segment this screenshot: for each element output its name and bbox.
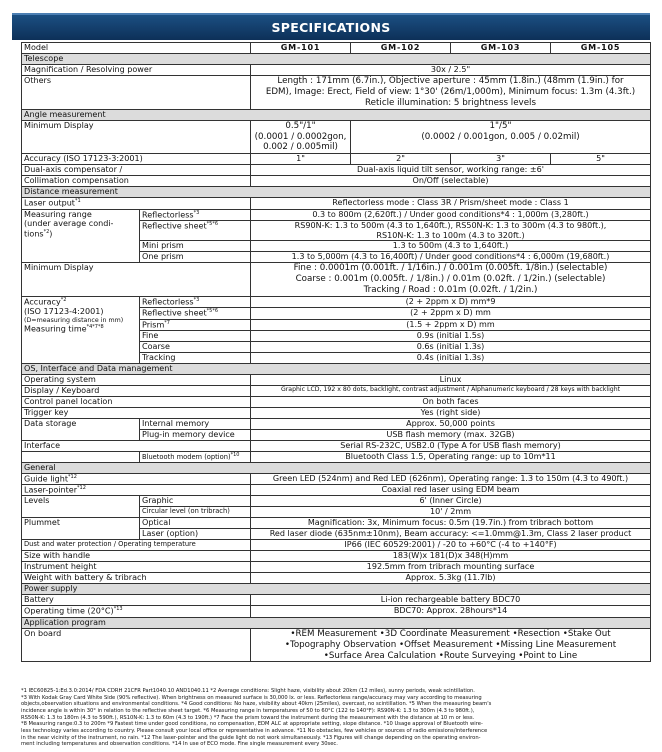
row-distance-min-display: Minimum Display Fine : 0.0001m (0.001ft. / 1/16in.) / 0.001m (0.005ft. 1/8in.) (selectable) Coarse : 0.001m (0.005ft. / 1/8in.) / 0.01m (0.02ft. / 1/2in.) (selectable) Tracking / Road : 0.01m (0.02ft. / 1/2in.): [22, 263, 651, 297]
row-accuracy-sheet: Reflective sheet$^{*5*6}$ (2 + 2ppm x D) mm: [22, 308, 651, 319]
row-plugin-memory: Plug-in memory device USB flash memory (max. 32GB): [22, 429, 651, 440]
row-battery: Battery Li-ion rechargeable battery BDC70: [22, 595, 651, 606]
row-range-mini-prism: Mini prism 1.3 to 500m (4.3 to 1,640ft.): [22, 241, 651, 252]
section-telescope: Telescope: [22, 54, 651, 65]
row-operating-time: Operating time $(20^\circ C)^{*13}$ BDC70: Approx. 28hours*14: [22, 606, 651, 617]
row-dual-axis: Dual-axis compensator / Dual-axis liquid tilt sensor, working range: ±6': [22, 165, 651, 176]
row-control-panel: Control panel location On both faces: [22, 396, 651, 407]
accuracy-time-label: Accuracy$^{*2}$ (ISO 17123-4:2001) (D=measuring distance in mm) Measuring time$^{*4*7*8}$: [22, 296, 140, 363]
section-os-interface: OS, Interface and Data management: [22, 363, 651, 374]
row-accuracy-prism: Prism$^{*7}$ (1.5 + 2ppm x D) mm: [22, 319, 651, 330]
row-trigger-key: Trigger key Yes (right side): [22, 407, 651, 418]
row-internal-memory: Data storage Internal memory Approx. 50,000 points: [22, 418, 651, 429]
row-time-tracking: Tracking 0.4s (initial 1.3s): [22, 352, 651, 363]
row-others: Others Length : 171mm (6.7in.), Objective aperture : 45mm (1.8in.) (48mm (1.9in.) for EDM), Image: Erect, Field of view: 1°30' (26m/1,000m), Minimum focus: 1.3m (4.3ft.) Reticle illumination: 5 brightness levels: [22, 76, 651, 110]
row-weight: Weight with battery & tribrach Approx. 5.3kg (11.7lb): [22, 573, 651, 584]
spec-title-banner: [12, 13, 650, 40]
row-plummet-laser: Laser (option) Red laser diode (635nm±10nm), Beam accuracy: <=1.0mm@1.3m, Class 2 laser product: [22, 529, 651, 540]
row-guide-light: Guide light$^{*12}$ Green LED (524nm) and Red LED (626nm), Operating range: 1.3 to 150m (4.3 to 490ft.): [22, 473, 651, 484]
section-distance-measurement: Distance measurement: [22, 187, 651, 198]
spec-title: SPECIFICATIONS: [271, 20, 391, 35]
section-power-supply: Power supply: [22, 584, 651, 595]
section-application-program: Application program: [22, 617, 651, 628]
row-laser-output: Laser output$^{*1}$ Reflectorless mode : Class 3R / Prism/sheet mode : Class 1: [22, 198, 651, 209]
section-general: General: [22, 462, 651, 473]
row-on-board: On board •REM Measurement •3D Coordinate Measurement •Resection •Stake Out •Topography Observation •Offset Measurement •Missing Line Measurement •Surface Area Calculation •Route Surveying •Point to Line: [22, 628, 651, 662]
row-plummet-optical: Plummet Optical Magnification: 3x, Minimum focus: 0.5m (19.7in.) from tribrach bottom: [22, 518, 651, 529]
row-display-keyboard: Display / Keyboard Graphic LCD, 192 x 80 dots, backlight, contrast adjustment / Alphanumeric keyboard / 28 keys with backlight: [22, 385, 651, 396]
row-operating-system: Operating system Linux: [22, 374, 651, 385]
model-gm-101: GM-101: [251, 43, 351, 54]
model-gm-102: GM-102: [351, 43, 451, 54]
row-range-one-prism: One prism 1.3 to 5,000m (4.3 to 16,400ft) / Under good conditions*4 : 6,000m (19,680ft.): [22, 252, 651, 263]
row-range-reflectorless: Measuring range (under average condi- tions$^{*2}$) Reflectorless$^{*3}$ 0.3 to 800m (2,620ft.) / Under good conditions*4 : 1,000m (3,280ft.): [22, 209, 651, 220]
row-accuracy-reflectorless: Accuracy$^{*2}$ (ISO 17123-4:2001) (D=measuring distance in mm) Measuring time$^{*4*7*8}$ Reflectorless$^{*3}$ (2 + 2ppm x D) mm*9: [22, 296, 651, 307]
row-angle-min-display: Minimum Display 0.5"/1" (0.0001 / 0.0002gon, 0.002 / 0.005mil) 1"/5" (0.0002 / 0.001gon, 0.005 / 0.02mil): [22, 120, 651, 154]
row-levels-circular: Circular level (on tribrach) 10' / 2mm: [22, 507, 651, 518]
row-angle-accuracy: Accuracy (ISO 17123-3:2001) 1" 2" 3" 5": [22, 154, 651, 165]
row-levels-graphic: Levels Graphic 6' (Inner Circle): [22, 496, 651, 507]
row-magnification: Magnification / Resolving power 30x / 2.5": [22, 65, 651, 76]
model-gm-103: GM-103: [451, 43, 551, 54]
footnotes: *1 IEC60825-1:Ed.3.0:2014/ FDA CDRH 21CFR Part1040.10 AND1040.11 *2 Average conditions: Slight haze, visibility about 20km (12 miles), sunny periods, weak scintillation. *3 With Kodak Gray Card White Side (90% reflective). When brightness on measured surface is 30,000 lx. or less. Reflectorless range/accuracy may vary according to measuring objects,observation situations and environmental conditions. *4 Good conditions: No haze, visibility about 40km (25miles), overcast, no scintillation. *5 When the measuring beam's incidence angle is within 30° in relation to the reflective sheet target. *6 Measuring range in temperatures of 50 to 60°C (122 to 140°F): RS90N-K: 1.3 to 300m (4.3 to 980ft.), RS50N-K: 1.3 to 180m (4.3 to 590ft.), RS10N-K: 1.3 to 60m (4.3 to 190ft.) *7 Face the prism toward the instrument during the measurement with the distance at 10 m or less. *8 Measuring range:0.3 to 200m *9 Fastest time under good conditions, no compensation, EDM ALC at appropriate setting, slope distance. *10 Usage approval of Bluetooth wire- less technology varies according to country. Please consult your local office or representative in advance. *11 No obstacles, few vehicles or sources of radio emissions/interference in the near vicinity of the instrument, no rain. *12 The laser-pointer and the guide light do not work simultaneously. *13 Figures will change depending on the operating environ- ment including temperatures and observation conditions. *14 In use of ECO mode. Fine single measurement every 30sec.: [21, 688, 492, 748]
section-angle-measurement: Angle measurement: [22, 109, 651, 120]
row-interface: Interface Serial RS-232C, USB2.0 (Type A for USB flash memory): [22, 440, 651, 451]
model-gm-105: GM-105: [551, 43, 651, 54]
row-instrument-height: Instrument height 192.5mm from tribrach mounting surface: [22, 562, 651, 573]
model-header-row: [22, 43, 651, 54]
model-label: Model: [22, 43, 251, 54]
row-collimation: Collimation compensation On/Off (selectable): [22, 176, 651, 187]
row-time-coarse: Coarse 0.6s (initial 1.3s): [22, 341, 651, 352]
row-dust-water: Dust and water protection / Operating temperature IP66 (IEC 60529:2001) / -20 to +60°C (-4 to +140°F): [22, 540, 651, 551]
spec-table: [21, 42, 651, 662]
row-range-sheet: Reflective sheet$^{*5*6}$ RS90N-K: 1.3 to 500m (4.3 to 1,640ft.), RS50N-K: 1.3 to 300m (4.3 to 980ft.), RS10N-K: 1.3 to 100m (4.3 to 320ft.): [22, 220, 651, 240]
row-laser-pointer: Laser-pointer$^{*12}$ Coaxial red laser using EDM beam: [22, 485, 651, 496]
row-time-fine: Fine 0.9s (initial 1.5s): [22, 330, 651, 341]
measuring-range-label: Measuring range (under average condi- tions$^{*2}$): [22, 209, 140, 263]
row-size: Size with handle 183(W)x 181(D)x 348(H)mm: [22, 551, 651, 562]
row-bluetooth: Bluetooth modem (option)$^{*10}$ Bluetooth Class 1.5, Operating range: up to 10m*11: [22, 451, 651, 462]
